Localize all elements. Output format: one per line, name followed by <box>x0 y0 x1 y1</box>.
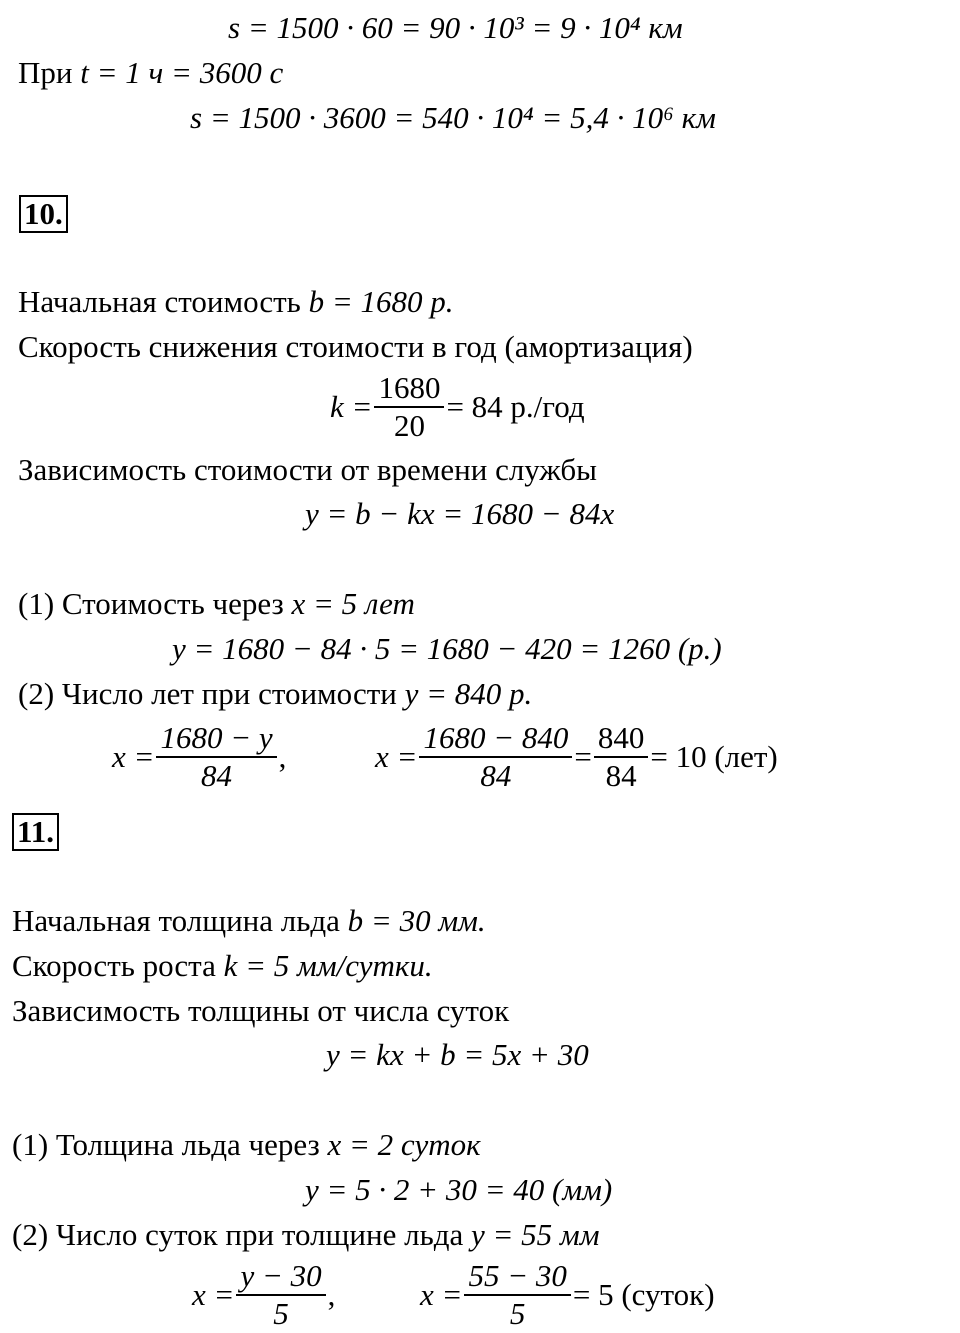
equation-days-general <box>192 1260 335 1330</box>
text-label: При <box>18 55 81 90</box>
math-inline: t = 1 ч = 3600 с <box>80 55 284 90</box>
fraction <box>236 1260 325 1330</box>
equation-distance-1: s = 1500 · 60 = 90 · 10³ = 9 · 10⁴ км <box>228 10 683 45</box>
fraction <box>374 372 444 442</box>
equation-years-value <box>375 722 778 792</box>
math-lhs: x = <box>192 1277 235 1312</box>
fraction-denominator: 5 <box>509 1296 526 1331</box>
equation-answer-1: y = 5 · 2 + 30 = 40 (мм) <box>305 1172 613 1207</box>
text-depreciation-rate: Скорость снижения стоимости в год (амортизация) <box>18 329 693 364</box>
text-label: Начальная толщина льда <box>12 903 348 938</box>
text-growth-rate <box>12 948 433 984</box>
text-question-1 <box>12 1127 481 1163</box>
equation-cost-function: y = b − kx = 1680 − 84x <box>305 496 615 531</box>
math-lhs: x = <box>112 739 155 774</box>
math-rhs: = 10 (лет) <box>650 739 778 774</box>
fraction-numerator: 1680 <box>374 372 444 408</box>
fraction <box>419 722 572 792</box>
math-lhs: x = <box>420 1277 463 1312</box>
fraction-numerator: 55 − 30 <box>464 1260 570 1296</box>
math-inline: x = 5 лет <box>291 586 415 621</box>
equation-days-value <box>420 1260 715 1330</box>
text-label: (2) Число лет при стоимости <box>18 676 405 711</box>
text-label: (1) Стоимость через <box>18 586 292 621</box>
math-inline: y = 840 р. <box>404 676 533 711</box>
fraction-denominator: 20 <box>393 408 425 443</box>
fraction-numerator: 1680 − y <box>156 722 276 758</box>
problem-number-11: 11. <box>12 813 59 851</box>
fraction <box>594 722 649 792</box>
fraction <box>156 722 276 792</box>
text-question-2 <box>12 1217 600 1253</box>
fraction-denominator: 5 <box>273 1296 289 1331</box>
math-inline: k = 5 мм/сутки. <box>223 948 433 983</box>
math-inline: b = 1680 р. <box>308 284 454 319</box>
equation-distance-2: s = 1500 · 3600 = 540 · 10⁴ = 5,4 · 10⁶ км <box>190 100 716 135</box>
math-inline: x = 2 суток <box>327 1127 481 1162</box>
text-initial-cost <box>18 284 454 320</box>
fraction-numerator: 840 <box>594 722 649 758</box>
text-question-1 <box>18 586 415 622</box>
text-time-condition <box>18 55 283 91</box>
problem-number-10: 10. <box>19 195 68 233</box>
text-label: Скорость роста <box>12 948 224 983</box>
math-lhs: x = <box>375 739 418 774</box>
equation-answer-1: y = 1680 − 84 · 5 = 1680 − 420 = 1260 (р.) <box>172 631 722 666</box>
math-separator: , <box>278 739 287 774</box>
math-separator: , <box>327 1277 336 1312</box>
equation-thickness-function: y = kx + b = 5x + 30 <box>326 1037 589 1072</box>
math-lhs: k = <box>330 389 373 424</box>
fraction-numerator: 1680 − 840 <box>419 722 572 758</box>
text-label: (1) Толщина льда через <box>12 1127 328 1162</box>
math-equals: = <box>574 739 592 774</box>
equation-years-general <box>112 722 286 792</box>
equation-rate-k <box>330 372 585 442</box>
text-label: (2) Число суток при толщине льда <box>12 1217 471 1252</box>
fraction-denominator: 84 <box>605 758 637 793</box>
fraction-denominator: 84 <box>480 758 512 793</box>
math-inline: y = 55 мм <box>471 1217 600 1252</box>
text-cost-dependence: Зависимость стоимости от времени службы <box>18 452 597 487</box>
text-label: Начальная стоимость <box>18 284 309 319</box>
fraction-denominator: 84 <box>201 758 233 793</box>
text-question-2 <box>18 676 532 712</box>
fraction-numerator: y − 30 <box>236 1260 325 1296</box>
math-rhs: = 5 (суток) <box>572 1277 715 1312</box>
math-rhs: = 84 р./год <box>446 389 585 424</box>
fraction <box>464 1260 570 1330</box>
math-inline: b = 30 мм. <box>347 903 486 938</box>
text-initial-ice <box>12 903 486 939</box>
text-thickness-dependence: Зависимость толщины от числа суток <box>12 993 510 1028</box>
